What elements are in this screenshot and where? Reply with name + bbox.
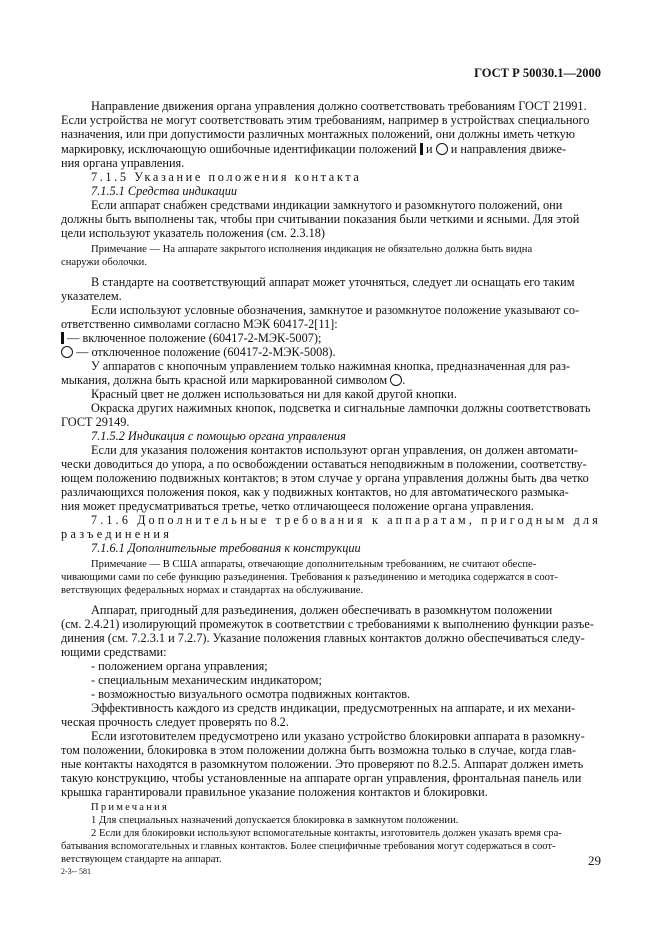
text-line: чески доводиться до упора, а по освобождении оставаться неподвижным в положении, соответству- (61, 457, 587, 471)
text-line: такую конструкцию, чтобы установленные на аппарате орган управления, фронтальная панель или (61, 771, 582, 785)
closed-position-icon (61, 332, 64, 344)
text-line-with-symbol (61, 331, 321, 345)
open-position-icon (436, 143, 448, 155)
text-line: назначения, или при допустимости различных монтажных положений, они должны иметь четкую (61, 127, 575, 141)
text-line: Эффективность каждого из средств индикации, предусмотренных на аппарате, и их механи- (91, 701, 576, 715)
note-line: Примечание — На аппарате закрытого исполнения индикация не обязательно должна быть видна (91, 244, 533, 255)
text-line-with-symbol (61, 345, 336, 359)
text-line: Направление движения органа управления должно соответствовать требованиям ГОСТ 21991. (91, 99, 587, 113)
section-heading: 7.1.5 Указание положения контакта (91, 170, 362, 184)
text-line: Если аппарат снабжен средствами индикации замкнутого и разомкнутого положений, они (91, 198, 563, 212)
note-line: чивающими сами по себе функцию разъединения. Требования к разъединению и методика содержатся в соот- (61, 572, 558, 583)
text-line: динения (см. 7.2.3.1 и 7.2.7). Указание положения главных контактов должно обеспечиваться следу- (61, 631, 585, 645)
note-line: снаружи оболочки. (61, 257, 147, 268)
text-line: ния может предусматриваться третье, четко отличающееся положение органа управления. (61, 499, 534, 513)
text-line: ГОСТ 29149. (61, 415, 130, 429)
text-segment: мыкания, должна быть красной или маркированной символом (61, 373, 388, 387)
open-position-icon (390, 374, 402, 386)
text-line: ные контакты находятся в разомкнутом положении. Это проверяют по 8.2.5. Аппарат должен иметь (61, 757, 584, 771)
text-line: должны быть выполнены так, чтобы при считывании показания были четкими и ясными. Для этой (61, 212, 580, 226)
text-line: Красный цвет не должен использоваться ни для какой другой кнопки. (91, 387, 457, 401)
text-line: крышка гарантировали правильное указание положения контактов и блокировки. (61, 785, 488, 799)
text-line: Если изготовителем предусмотрено или указано устройство блокировки аппарата в разомкну- (91, 729, 585, 743)
text-line: Если для указания положения контактов используют орган управления, он должен автомати- (91, 443, 578, 457)
text-line: Если используют условные обозначения, замкнутое и разомкнутое положение указывают со- (91, 303, 580, 317)
text-line-with-symbol: мыкания, должна быть красной или маркированной символом . (61, 373, 406, 387)
text-line: ния органа управления. (61, 156, 185, 170)
page-header: ГОСТ Р 50030.1—2000 (474, 66, 601, 80)
text-line: указателем. (61, 289, 122, 303)
open-position-icon (61, 346, 73, 358)
text-line: Окраска других нажимных кнопок, подсветка и сигнальные лампочки должны соответствовать (91, 401, 591, 415)
closed-position-icon (420, 143, 423, 155)
page-number: 29 (588, 853, 601, 868)
note-line: Примечание — В США аппараты, отвечающие дополнительным требованиям, не считают обеспе- (91, 559, 537, 570)
print-code: 2-3-- 581 (61, 867, 91, 876)
text-segment: — включенное положение (60417-2-МЭК-5007); (67, 331, 322, 345)
text-segment: и (425, 142, 433, 156)
text-segment: маркировку, исключающую ошибочные идентификации положений (61, 142, 417, 156)
text-line-with-symbols (61, 142, 566, 156)
text-line: ющими средствами: (61, 645, 167, 659)
text-line: том положении, блокировка в этом положении должна быть возможна только в случае, когда глав- (61, 743, 577, 757)
text-line: (см. 2.4.21) изолирующий промежуток в соответствии с требованиями к выполнению функции разъе- (61, 617, 594, 631)
list-item: - специальным механическим индикатором; (91, 673, 322, 687)
text-line: В стандарте на соответствующий аппарат может уточняться, следует ли оснащать его таким (91, 275, 575, 289)
subsection-heading: 7.1.5.1 Средства индикации (91, 184, 238, 198)
text-segment: — отключенное положение (60417-2-МЭК-5008). (76, 345, 336, 359)
section-heading: 7.1.6 Дополнительные требования к аппаратам, пригодным для (91, 513, 601, 527)
subsection-heading: 7.1.5.2 Индикация с помощью органа управления (91, 429, 346, 443)
note-line: ветствующих федеральных нормах и стандартах на обслуживание. (61, 585, 364, 596)
text-line: ческая прочность следует проверять по 8.2. (61, 715, 289, 729)
text-line: ответственно символами согласно МЭК 60417-2[11]: (61, 317, 338, 331)
note-line: 2 Если для блокировки используют вспомогательные контакты, изготовитель должен указать время сра- (91, 828, 562, 839)
text-line: ющем положению подвижных контактов; в этом случае у органа управления должны быть два четко (61, 471, 589, 485)
text-line: цели используют указатель положения (см. 2.3.18) (61, 226, 325, 240)
note-line: 1 Для специальных назначений допускается блокировка в замкнутом положении. (91, 815, 459, 826)
text-line: У аппаратов с кнопочным управлением только нажимная кнопка, предназначенная для раз- (91, 359, 571, 373)
section-heading: разъединения (61, 527, 173, 541)
text-line: различающихся положения покоя, как у подвижных контактов, но для автоматического размыка- (61, 485, 569, 499)
text-line: Аппарат, пригодный для разъединения, должен обеспечивать в разомкнутом положении (91, 603, 553, 617)
text-segment: и направления движе- (450, 142, 567, 156)
note-line: ветствующем стандарте на аппарат. (61, 854, 222, 865)
note-line: батывания вспомогательных и главных контактов. Более специфичные требования могут содержаться в соот- (61, 841, 556, 852)
list-item: - положением органа управления; (91, 659, 268, 673)
notes-heading: Примечания (91, 802, 169, 813)
subsection-heading: 7.1.6.1 Дополнительные требования к конструкции (91, 541, 361, 555)
text-line: Если устройства не могут соответствовать этим требованиям, например в устройствах специального (61, 113, 590, 127)
list-item: - возможностью визуального осмотра подвижных контактов. (91, 687, 411, 701)
